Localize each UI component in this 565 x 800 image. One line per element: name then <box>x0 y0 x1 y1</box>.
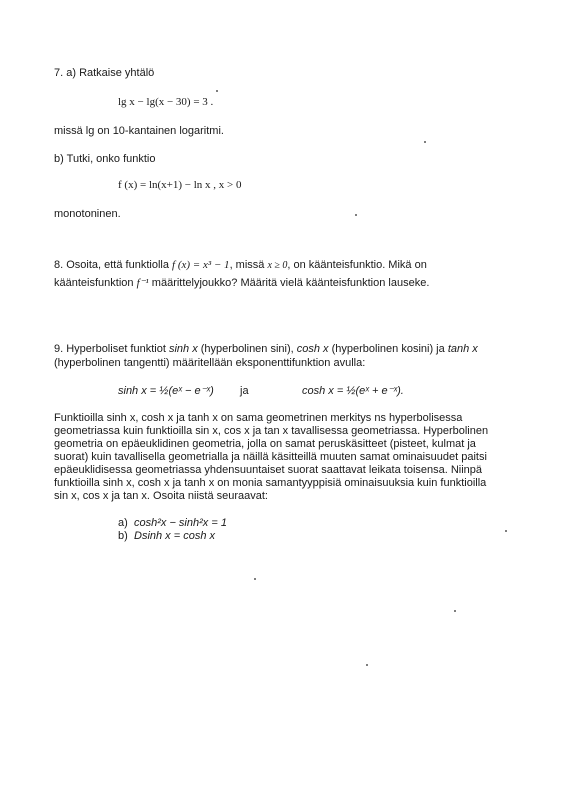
q9-para-line-7: sin x, cos x ja tan x. Osoita niistä seuraavat: <box>54 490 268 502</box>
q8-line2-pre: käänteisfunktion <box>54 277 134 289</box>
q9-para-line-4: suorat) kuin tavallisella geometrialla ja näillä käsitteillä muuten samat ominaisuudet paitsi <box>54 451 487 463</box>
q9-para-line-1: Funktioilla sinh x, cosh x ja tanh x on sama geometrinen merkitys ns hyperbolisessa <box>54 412 463 424</box>
q8-condition: x ≥ 0 <box>267 260 288 271</box>
q8-line1-pre: 8. Osoita, että funktiolla <box>54 259 169 271</box>
q8-function: f (x) = x³ − 1 <box>172 259 230 271</box>
scan-speck <box>366 664 368 666</box>
q7-b-equation: f (x) = ln(x+1) − ln x , x > 0 <box>118 179 242 191</box>
q9-para-line-6: funktioilla sinh x, cosh x ja tanh x on monia samantyyppisiä ominaisuuksia kuin funktioilla <box>54 477 487 489</box>
q7-a-label: 7. a) Ratkaise yhtälö <box>54 67 155 79</box>
q8-line-1 <box>54 258 427 273</box>
q8-line1-mid: , missä <box>229 259 265 271</box>
q9-intro-text-3: (hyperbolinen kosini) ja <box>331 343 445 355</box>
q9-cosh: cosh x <box>296 343 329 355</box>
q8-line1-post: , on käänteisfunktio. Mikä on <box>287 259 427 271</box>
q9-item-b-label: b) <box>118 530 128 542</box>
q7-a-note: missä lg on 10-kantainen logaritmi. <box>54 125 224 137</box>
scan-speck <box>424 141 426 143</box>
q9-para-line-2: geometriassa kuin funktioilla sin x, cos x ja tan x tavallisessa geometriassa. Hyperbolinen <box>54 425 489 437</box>
scan-speck <box>254 578 256 580</box>
q9-intro-text-2: (hyperbolinen sini), <box>200 343 294 355</box>
q9-item-a-label: a) <box>118 517 128 529</box>
scan-speck <box>505 530 507 532</box>
q9-sinh: sinh x <box>168 343 198 355</box>
scan-speck <box>355 214 357 216</box>
scan-speck <box>454 610 456 612</box>
q9-item-b: Dsinh x = cosh x <box>134 530 216 542</box>
q9-para-line-3: geometria on epäeuklidinen geometria, jolla on samat peruskäsitteet (pisteet, kulmat ja <box>54 438 476 450</box>
q9-tanh: tanh x <box>447 343 478 355</box>
q9-def-cosh: cosh x = ½(eˣ + e⁻ˣ). <box>302 385 404 397</box>
q9-intro-text-1: 9. Hyperboliset funktiot <box>54 343 166 355</box>
scan-speck <box>216 90 218 92</box>
q9-item-a: cosh²x − sinh²x = 1 <box>134 517 227 529</box>
q7-b-label: b) Tutki, onko funktio <box>54 153 156 165</box>
q8-inverse: f⁻¹ <box>136 277 149 289</box>
q9-def-and: ja <box>240 385 249 397</box>
q8-line2-post: määrittelyjoukko? Määritä vielä käänteisfunktion lauseke. <box>151 277 430 289</box>
q7-b-note: monotoninen. <box>54 208 121 220</box>
q9-intro-line-2: (hyperbolinen tangentti) määritellään eksponenttifunktion avulla: <box>54 357 366 369</box>
q9-def-sinh: sinh x = ½(eˣ − e⁻ˣ) <box>118 385 214 397</box>
q7-a-equation: lg x − lg(x − 30) = 3 . <box>118 96 214 108</box>
q9-para-line-5: epäeuklidisessa geometriassa yhdensuuntaiset suorat saattavat leikata toisensa. Niinpä <box>54 464 483 476</box>
q8-line-2 <box>54 276 429 290</box>
q9-intro-line-1 <box>54 342 478 356</box>
